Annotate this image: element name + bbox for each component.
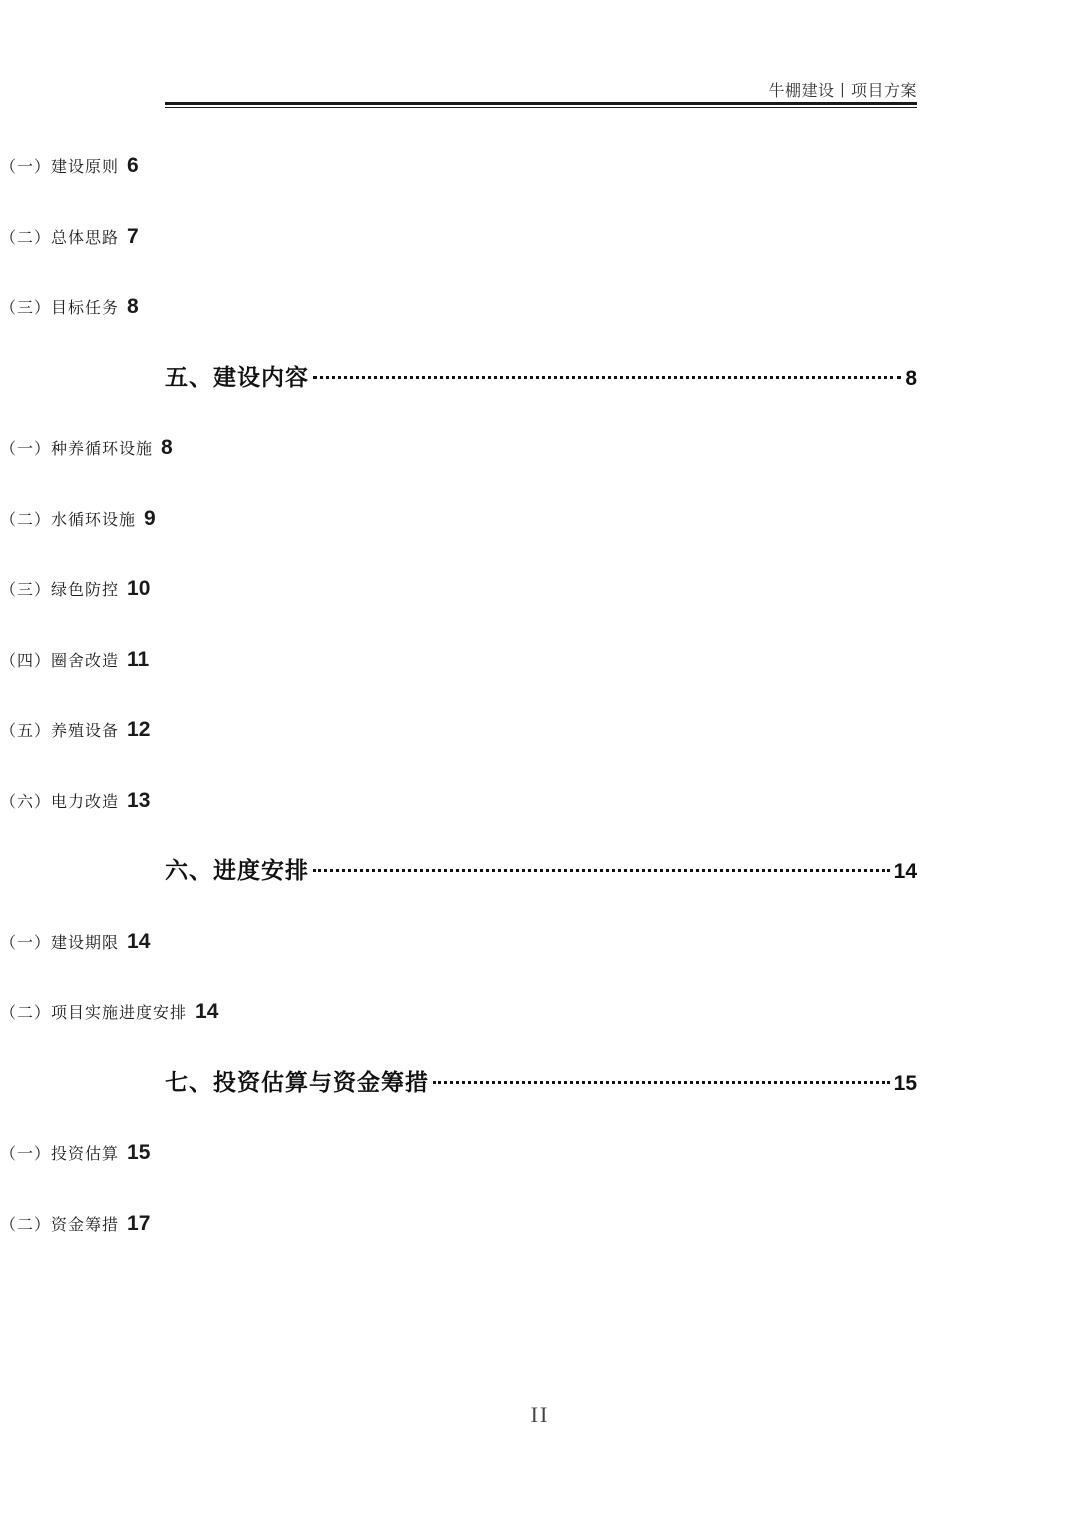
toc-entry-label: （一）投资估算 [0, 1144, 120, 1163]
toc-entry[interactable] [0, 148, 139, 184]
toc-entry-label: （一）建设期限 [0, 933, 120, 952]
toc-entry-label: （二）资金筹措 [0, 1215, 120, 1234]
toc-entry-label: 六、进度安排 [165, 858, 309, 884]
toc-entry[interactable] [0, 571, 150, 607]
toc-entry-page: 9 [144, 507, 156, 530]
toc-entry[interactable] [0, 994, 218, 1030]
toc-entry-label: （六）电力改造 [0, 792, 120, 811]
header-rule-thin [165, 107, 917, 108]
toc-entry-page: 8 [127, 295, 139, 318]
toc-entry-page: 15 [127, 1141, 151, 1164]
toc-entry[interactable] [0, 712, 150, 748]
toc-entry-label: （一）种养循环设施 [0, 439, 154, 458]
toc-entry[interactable] [0, 642, 149, 678]
toc-entry-page: 7 [127, 225, 139, 248]
toc-dot-leader [313, 869, 890, 872]
toc-entry-label: 五、建设内容 [165, 365, 309, 391]
toc-entry-page: 12 [127, 718, 151, 741]
toc-entry[interactable] [0, 430, 173, 466]
toc-entry-label: （一）建设原则 [0, 157, 120, 176]
toc-entry-label: （四）圈舍改造 [0, 651, 120, 670]
toc-entry-label: （五）养殖设备 [0, 721, 120, 740]
toc-entry[interactable] [0, 783, 150, 819]
toc-entry-page: 8 [161, 436, 173, 459]
toc-section-heading[interactable] [165, 360, 917, 396]
toc-entry[interactable] [0, 289, 139, 325]
toc-dot-leader [313, 376, 901, 379]
toc-entry-page: 13 [127, 789, 151, 812]
toc-entry[interactable] [0, 1135, 150, 1171]
toc-section-heading[interactable] [165, 853, 917, 889]
page-number: II [530, 1402, 550, 1427]
toc-entry-label: （三）目标任务 [0, 298, 120, 317]
toc-entry-label: （三）绿色防控 [0, 580, 120, 599]
toc-entry[interactable] [0, 501, 156, 537]
header-title: 牛棚建设丨项目方案 [768, 81, 917, 100]
toc-entry[interactable] [0, 219, 139, 255]
header-rule-thick [165, 102, 917, 105]
toc-entry-page: 14 [127, 930, 151, 953]
toc-entry-page: 14 [893, 860, 917, 883]
toc-entry-label: （二）总体思路 [0, 228, 120, 247]
toc-entry-page: 8 [905, 367, 917, 390]
toc-entry-page: 10 [127, 577, 151, 600]
toc-entry[interactable] [0, 924, 150, 960]
toc-entry-label: （二）水循环设施 [0, 510, 137, 529]
toc-entry-page: 14 [195, 1000, 219, 1023]
page-header [165, 0, 917, 110]
toc-section-heading[interactable] [165, 1065, 917, 1101]
toc-dot-leader [433, 1081, 890, 1084]
toc-entry[interactable] [0, 1206, 150, 1242]
toc-entry-page: 15 [893, 1072, 917, 1095]
toc-entry-page: 17 [127, 1212, 151, 1235]
toc-entry-page: 11 [127, 648, 150, 671]
toc-entry-page: 6 [127, 154, 139, 177]
toc-entry-label: 七、投资估算与资金筹措 [165, 1070, 429, 1096]
toc-entry-label: （二）项目实施进度安排 [0, 1003, 188, 1022]
